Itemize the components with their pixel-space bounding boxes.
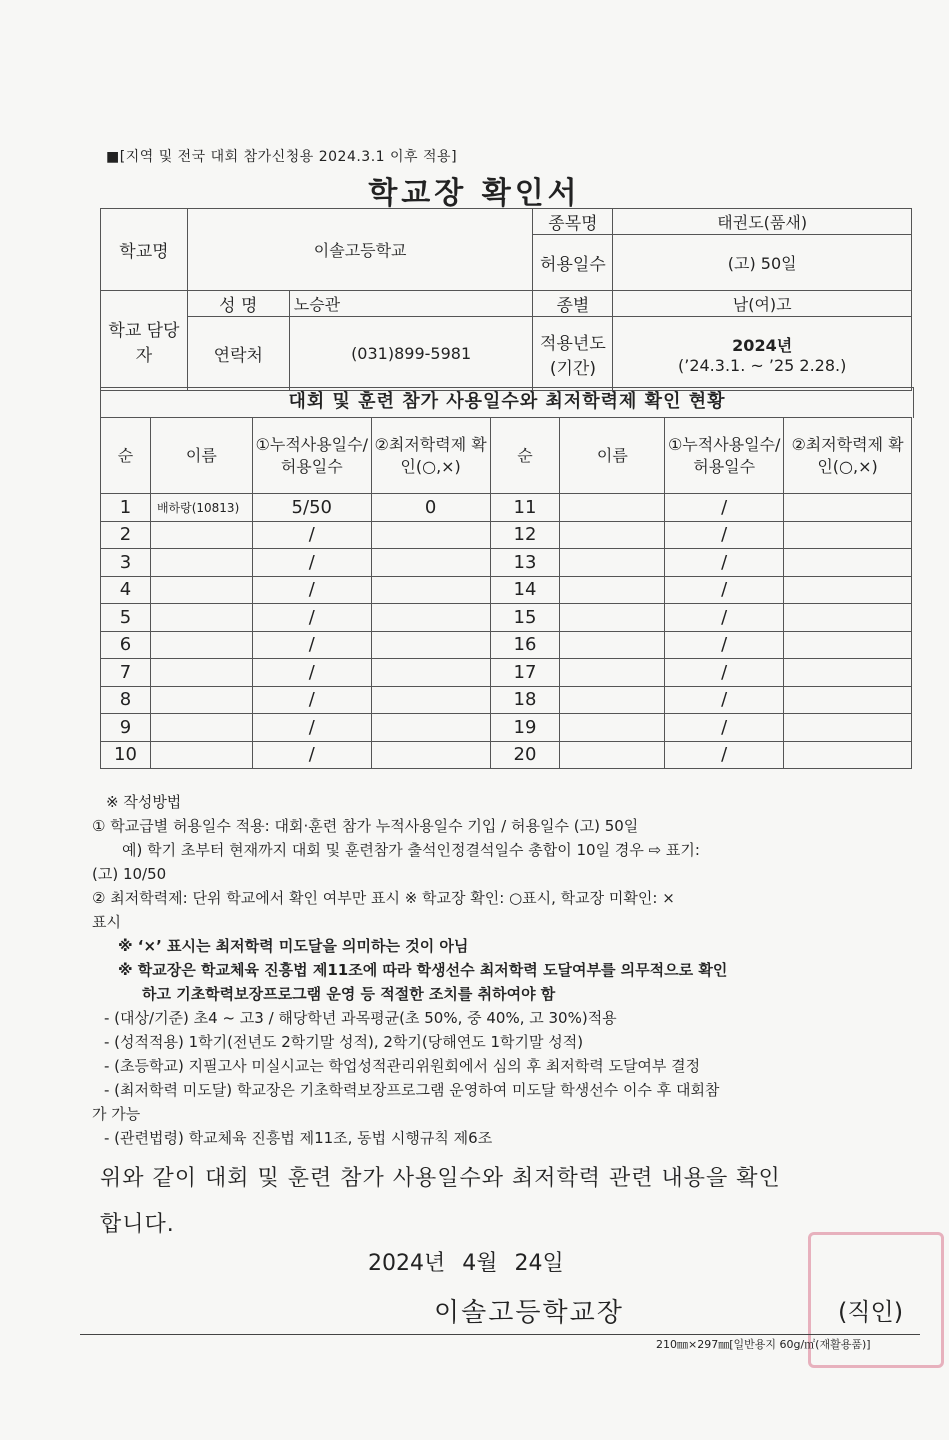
row-no: 19 xyxy=(490,714,560,742)
row-no: 18 xyxy=(490,686,560,714)
row-name: 배하랑(10813) xyxy=(150,494,252,522)
period-year: 2024년 xyxy=(732,335,793,355)
row-check xyxy=(371,549,490,577)
row-name xyxy=(150,631,252,659)
table-row xyxy=(101,631,912,659)
row-check xyxy=(784,686,912,714)
table-row xyxy=(101,659,912,687)
school-info-table xyxy=(100,208,912,391)
row-name xyxy=(150,714,252,742)
row-name xyxy=(560,576,665,604)
header-no-right: 순 xyxy=(490,418,560,494)
row-no: 3 xyxy=(101,549,151,577)
table-row xyxy=(101,686,912,714)
table-row xyxy=(101,494,912,522)
row-name xyxy=(560,549,665,577)
row-no: 15 xyxy=(490,604,560,632)
row-days: / xyxy=(665,714,784,742)
event-label: 종목명 xyxy=(533,209,613,235)
row-check xyxy=(784,549,912,577)
row-check xyxy=(784,741,912,769)
header-name-right: 이름 xyxy=(560,418,665,494)
writing-instructions xyxy=(92,790,917,1150)
table-row xyxy=(101,521,912,549)
note-line: - (최저학력 미도달) 학교장은 기초학력보장프로그램 운영하여 미도달 학생선수 이수 후 대회참 xyxy=(104,1081,720,1099)
row-name xyxy=(150,604,252,632)
row-name xyxy=(150,741,252,769)
row-no: 11 xyxy=(490,494,560,522)
footer-divider xyxy=(80,1334,920,1335)
manager-name-value: 노승관 xyxy=(289,291,533,317)
row-no: 16 xyxy=(490,631,560,659)
confirm-line: 합니다. xyxy=(100,1212,175,1237)
issue-date: 2024년 4월 24일 xyxy=(368,1251,564,1276)
row-days: / xyxy=(665,549,784,577)
header-no-left: 순 xyxy=(101,418,151,494)
row-check xyxy=(371,576,490,604)
note-line: 예) 학기 초부터 현재까지 대회 및 훈련참가 출석인정결석일수 총합이 10일 경우 ⇨ 표기: xyxy=(122,841,700,859)
row-check xyxy=(371,714,490,742)
row-name xyxy=(560,521,665,549)
row-days: / xyxy=(252,741,371,769)
row-no: 5 xyxy=(101,604,151,632)
note-line: ① 학교급별 허용일수 적용: 대회·훈련 참가 누적사용일수 기입 / 허용일수 (고) 50일 xyxy=(92,817,639,835)
row-check: 0 xyxy=(371,494,490,522)
row-name xyxy=(150,686,252,714)
header-days-left: ①누적사용일수/허용일수 xyxy=(252,418,371,494)
note-line: ※ 작성방법 xyxy=(106,793,182,811)
row-name xyxy=(560,686,665,714)
row-no: 17 xyxy=(490,659,560,687)
note-line: (고) 10/50 xyxy=(92,865,167,883)
note-line: ※ ‘×’ 표시는 최저학력 미도달을 의미하는 것이 아님 xyxy=(118,937,469,955)
row-name xyxy=(560,494,665,522)
row-name xyxy=(150,659,252,687)
header-check-right: ②최저학력제 확인(○,×) xyxy=(784,418,912,494)
row-no: 6 xyxy=(101,631,151,659)
row-no: 4 xyxy=(101,576,151,604)
school-name-label: 학교명 xyxy=(101,209,188,291)
event-value: 태권도(품새) xyxy=(613,209,912,235)
row-no: 13 xyxy=(490,549,560,577)
row-days: / xyxy=(252,521,371,549)
row-check xyxy=(784,604,912,632)
row-days: / xyxy=(665,659,784,687)
row-check xyxy=(784,631,912,659)
row-check xyxy=(371,521,490,549)
school-name-value: 이솔고등학교 xyxy=(187,209,533,291)
row-days: / xyxy=(252,604,371,632)
note-line: 표시 xyxy=(92,913,121,931)
note-line: - (대상/기준) 초4 ~ 고3 / 해당학년 과목평균(초 50%, 중 40%, 고 30%)적용 xyxy=(104,1009,617,1027)
contact-value: (031)899-5981 xyxy=(289,317,533,391)
roster-table xyxy=(100,417,912,769)
name-label: 성 명 xyxy=(187,291,289,317)
row-check xyxy=(784,521,912,549)
table-row xyxy=(101,549,912,577)
row-check xyxy=(371,686,490,714)
row-name xyxy=(560,604,665,632)
row-name xyxy=(150,549,252,577)
table-row xyxy=(101,604,912,632)
row-name xyxy=(560,741,665,769)
row-days: 5/50 xyxy=(252,494,371,522)
row-days: / xyxy=(665,521,784,549)
manager-label: 학교 담당자 xyxy=(101,291,188,391)
row-check xyxy=(371,604,490,632)
note-line: 가 가능 xyxy=(92,1105,141,1123)
row-check xyxy=(371,741,490,769)
row-no: 9 xyxy=(101,714,151,742)
period-label: 적용년도 (기간) xyxy=(533,317,613,391)
row-no: 8 xyxy=(101,686,151,714)
row-check xyxy=(371,659,490,687)
row-days: / xyxy=(665,631,784,659)
period-value xyxy=(613,317,912,391)
paper-spec-footer: 210㎜×297㎜[일반용지 60g/㎡(재활용품)] xyxy=(656,1338,871,1351)
contact-label: 연락처 xyxy=(187,317,289,391)
row-check xyxy=(784,576,912,604)
header-check-left: ②최저학력제 확인(○,×) xyxy=(371,418,490,494)
note-line: ② 최저학력제: 단위 학교에서 확인 여부만 표시 ※ 학교장 확인: ○표시, 학교장 미확인: × xyxy=(92,889,675,907)
row-days: / xyxy=(252,549,371,577)
roster-header-row xyxy=(101,418,912,494)
confirm-line: 위와 같이 대회 및 훈련 참가 사용일수와 최저학력 관련 내용을 확인 xyxy=(100,1166,781,1191)
row-days: / xyxy=(252,659,371,687)
gender-label: 종별 xyxy=(533,291,613,317)
row-name xyxy=(560,659,665,687)
confirmation-statement xyxy=(100,1156,915,1248)
note-line: - (초등학교) 지필고사 미실시교는 학업성적관리위원회에서 심의 후 최저학력 도달여부 결정 xyxy=(104,1057,701,1075)
header-name-left: 이름 xyxy=(150,418,252,494)
row-name xyxy=(560,714,665,742)
row-no: 20 xyxy=(490,741,560,769)
row-check xyxy=(371,631,490,659)
principal-signature: 이솔고등학교장 xyxy=(434,1298,624,1328)
period-range: (’24.3.1. ~ ’25 2.28.) xyxy=(677,355,847,375)
note-line: ※ 학교장은 학교체육 진흥법 제11조에 따라 학생선수 최저학력 도달여부를 의무적으로 확인 xyxy=(118,961,728,979)
header-note: ■[지역 및 전국 대회 참가신청용 2024.3.1 이후 적용] xyxy=(106,149,458,165)
table-row xyxy=(101,714,912,742)
row-check xyxy=(784,494,912,522)
row-check xyxy=(784,659,912,687)
row-days: / xyxy=(252,631,371,659)
row-days: / xyxy=(252,686,371,714)
allowed-days-label: 허용일수 xyxy=(533,235,613,291)
row-name xyxy=(560,631,665,659)
row-no: 1 xyxy=(101,494,151,522)
row-check xyxy=(784,714,912,742)
row-name xyxy=(150,521,252,549)
note-line: 하고 기초학력보장프로그램 운영 등 적절한 조치를 취하여야 함 xyxy=(142,985,556,1003)
row-days: / xyxy=(252,576,371,604)
row-name xyxy=(150,576,252,604)
row-days: / xyxy=(665,576,784,604)
page-title: 학교장 확인서 xyxy=(368,176,581,211)
row-no: 2 xyxy=(101,521,151,549)
row-no: 7 xyxy=(101,659,151,687)
allowed-days-value: (고) 50일 xyxy=(613,235,912,291)
row-days: / xyxy=(252,714,371,742)
row-no: 10 xyxy=(101,741,151,769)
gender-value: 남(여)고 xyxy=(613,291,912,317)
row-days: / xyxy=(665,741,784,769)
header-days-right: ①누적사용일수/허용일수 xyxy=(665,418,784,494)
row-no: 12 xyxy=(490,521,560,549)
table-row xyxy=(101,741,912,769)
row-no: 14 xyxy=(490,576,560,604)
row-days: / xyxy=(665,494,784,522)
note-line: - (관련법령) 학교체육 진흥법 제11조, 동법 시행규칙 제6조 xyxy=(104,1129,493,1147)
section-title: 대회 및 훈련 참가 사용일수와 최저학력제 확인 현황 xyxy=(100,387,914,418)
seal-mark: (직인) xyxy=(838,1298,904,1326)
note-line: - (성적적용) 1학기(전년도 2학기말 성적), 2학기(당해연도 1학기말 성적) xyxy=(104,1033,584,1051)
row-days: / xyxy=(665,604,784,632)
table-row xyxy=(101,576,912,604)
row-days: / xyxy=(665,686,784,714)
